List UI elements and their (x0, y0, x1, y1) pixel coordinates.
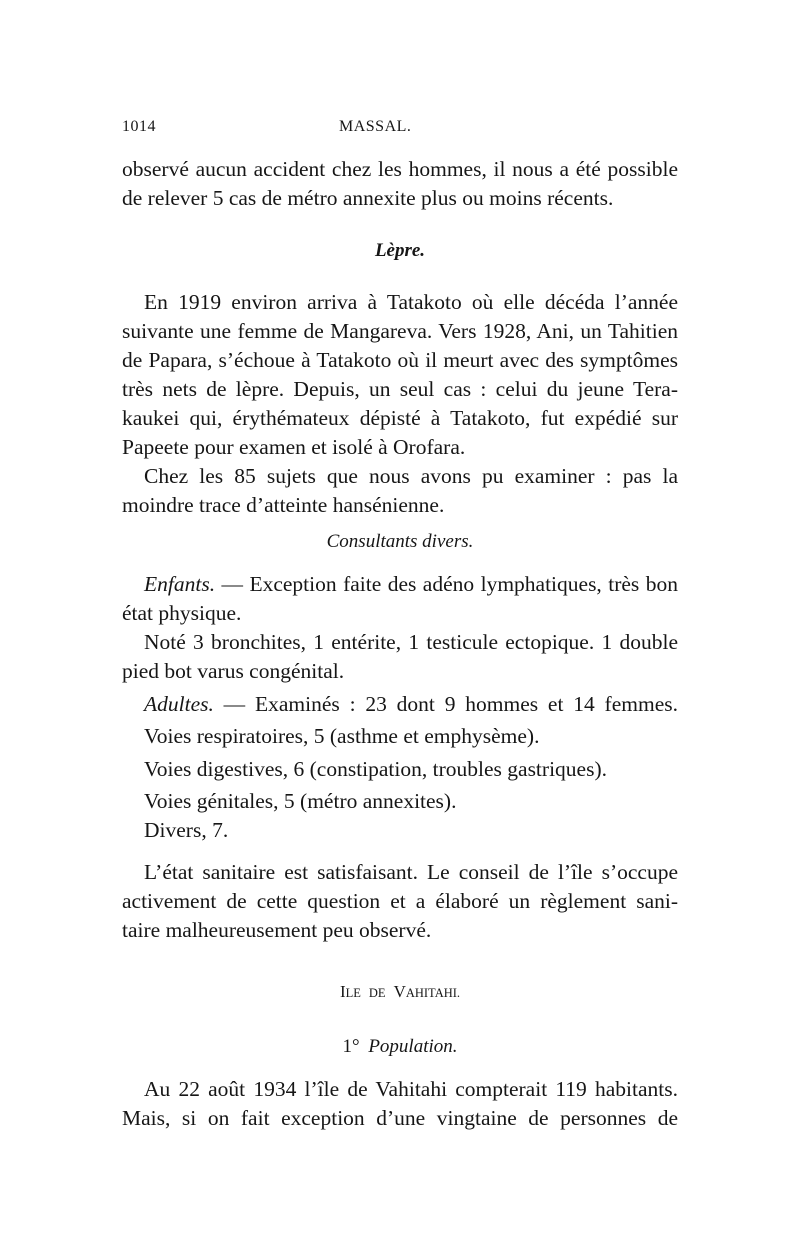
adultes-text: — Examinés : 23 dont 9 hommes et 14 femmes. (213, 692, 678, 716)
text-line: de Papara, s’échoue à Tatakoto où il meurt avec des symptômes (122, 348, 678, 372)
text-line: Au 22 août 1934 l’île de Vahitahi compterait 119 habitants. (144, 1077, 678, 1101)
subheading-number: 1° (342, 1036, 360, 1057)
text-line: kaukei qui, érythémateux dépisté à Tatakoto, fut expédié sur (122, 406, 678, 430)
text-line: de relever 5 cas de métro annexite plus ou moins récents. (122, 186, 614, 210)
list-item: Divers, 7. (144, 818, 229, 842)
text-line: L’état sanitaire est satisfaisant. Le conseil de l’île s’occupe (144, 860, 678, 884)
running-title: MASSAL. (339, 118, 412, 135)
page-number: 1014 (122, 118, 156, 135)
text-line: suivante une femme de Mangareva. Vers 1928, Ani, un Tahitien (122, 319, 678, 343)
text-line: Noté 3 bronchites, 1 entérite, 1 testicule ectopique. 1 double (144, 630, 678, 654)
text-line: activement de cette question et a élaboré un règlement sani- (122, 889, 678, 913)
list-item: Voies génitales, 5 (métro annexites). (144, 789, 457, 813)
section-heading-vahitahi: ILE DE VAHITAHI. (339, 982, 461, 1001)
list-item: Voies respiratoires, 5 (asthme et emphysème). (144, 724, 540, 748)
section-heading-lepre: Lèpre. (374, 240, 426, 261)
text-line: Papeete pour examen et isolé à Orofara. (122, 435, 466, 459)
text-line: état physique. (122, 601, 242, 625)
enfants-text: — Exception faite des adéno lymphatiques, très bon (215, 572, 678, 596)
text-line: moindre trace d’atteinte hansénienne. (122, 493, 445, 517)
text-line: En 1919 environ arriva à Tatakoto où elle décéda l’année (144, 290, 678, 314)
subheading-population (0, 1036, 800, 1058)
text-line: observé aucun accident chez les hommes, il nous a été possible (122, 157, 678, 181)
text-line: Mais, si on fait exception d’une vingtaine de personnes de (122, 1106, 678, 1130)
text-line: taire malheureusement peu observé. (122, 918, 432, 942)
text-line: très nets de lèpre. Depuis, un seul cas : celui du jeune Tera- (122, 377, 678, 401)
enfants-label: Enfants. (144, 572, 216, 596)
text-line-enfants (144, 570, 678, 599)
list-item: Voies digestives, 6 (constipation, troubles gastriques). (144, 757, 607, 781)
text-line: pied bot varus congénital. (122, 659, 345, 683)
adultes-label: Adultes. (144, 692, 214, 716)
text-line: Chez les 85 sujets que nous avons pu examiner : pas la (144, 464, 678, 488)
text-line-adultes (144, 690, 678, 719)
subheading-text: Population. (368, 1036, 458, 1057)
section-heading-consultants: Consultants divers. (326, 531, 474, 552)
